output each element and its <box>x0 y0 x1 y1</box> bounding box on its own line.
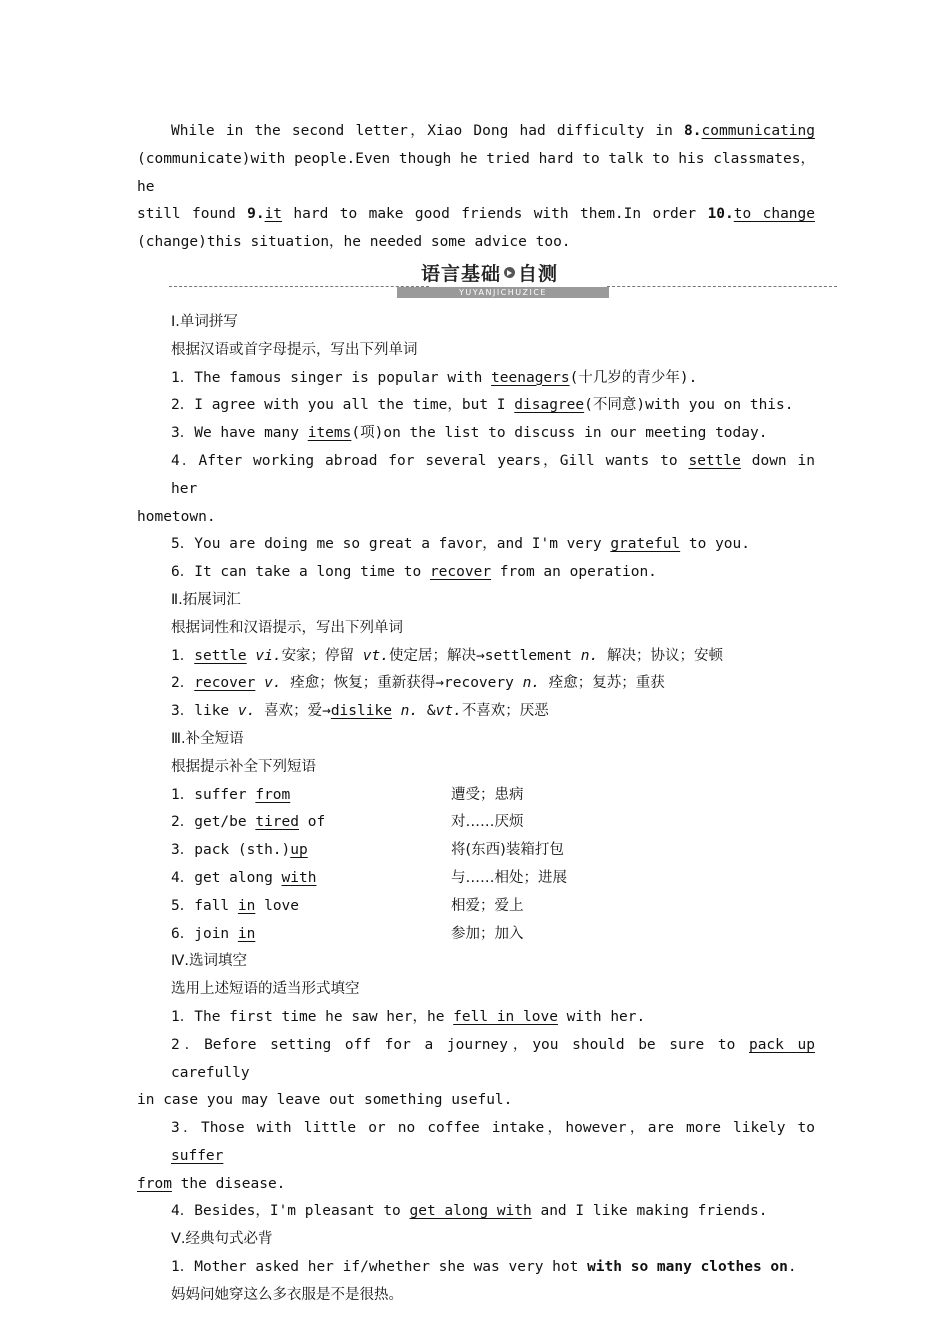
phrase-row <box>137 921 815 949</box>
question <box>137 1032 815 1088</box>
phrase <box>171 782 451 810</box>
banner-title <box>421 259 558 286</box>
text: 安家；停留 <box>281 647 363 664</box>
text: hard to make good friends with them.In order <box>282 206 708 223</box>
text: 痊愈；恢复；重新获得→recovery <box>281 675 523 692</box>
arrow-icon <box>504 267 515 278</box>
text: 4．Besides，I'm pleasant to <box>171 1203 410 1220</box>
question-continued <box>137 1171 815 1199</box>
question <box>137 670 815 698</box>
pos: n. <box>522 675 541 692</box>
text: carefully <box>171 1064 250 1081</box>
text: down in her <box>171 452 815 497</box>
pos: n. <box>580 647 599 664</box>
text: 2．I agree with you all the time，but I <box>171 397 515 414</box>
pos: n. <box>400 703 419 720</box>
section-instruction: 根据词性和汉语提示，写出下列单词 <box>171 619 403 636</box>
phrase <box>171 865 451 893</box>
intro-line-1 <box>137 118 815 146</box>
phrase <box>171 921 451 949</box>
answer: settle <box>194 647 247 664</box>
text: 1．The famous singer is popular with <box>171 369 492 386</box>
pos: v. <box>237 703 256 720</box>
divider <box>169 286 429 287</box>
question <box>137 420 815 448</box>
section-heading: Ⅳ.选词填空 <box>171 953 247 970</box>
question-continued: in case you may leave out something useful. <box>137 1092 513 1109</box>
banner-title-a: 语言基础 <box>421 262 502 285</box>
text: (项)on the list to discuss in our meeting today. <box>351 425 768 442</box>
answer: recover <box>194 675 256 692</box>
meaning: 与……相处；进展 <box>451 869 567 886</box>
answer: with <box>281 869 317 886</box>
text: from an operation. <box>491 564 657 581</box>
intro-line-2: (communicate)with people.Even though he tried hard to talk to his classmates，he <box>137 150 815 195</box>
answer: in <box>237 897 256 914</box>
text: 不喜欢；厌恶 <box>461 703 549 720</box>
meaning: 遭受；患病 <box>451 786 524 803</box>
text: of <box>299 814 326 831</box>
answer: disagree <box>514 397 585 414</box>
section-heading: Ⅴ.经典句式必背 <box>171 1231 273 1248</box>
sentence <box>137 1254 815 1282</box>
section-instruction: 选用上述短语的适当形式填空 <box>171 981 360 998</box>
answer: items <box>307 425 352 442</box>
question <box>137 448 815 504</box>
answer: recover <box>429 564 492 581</box>
phrase-row <box>137 837 815 865</box>
sentence-translation: 妈妈问她穿这么多衣服是不是很热。 <box>171 1286 403 1303</box>
banner-subtitle: YUYANJICHUZICE <box>397 287 609 298</box>
pos: vt. <box>435 703 462 720</box>
text: 1．suffer <box>171 786 256 803</box>
question <box>137 698 815 726</box>
answer: get along with <box>409 1203 532 1220</box>
text: 3．We have many <box>171 425 308 442</box>
section-banner <box>135 259 839 303</box>
text: 2． <box>171 675 195 692</box>
question <box>137 1198 815 1226</box>
answer: grateful <box>610 536 681 553</box>
text: 2．get/be <box>171 814 256 831</box>
meaning: 参加；加入 <box>451 925 524 942</box>
answer: communicating <box>701 123 815 139</box>
answer: settle <box>688 452 741 469</box>
text: While in the second letter，Xiao Dong had difficulty in <box>171 123 685 139</box>
text: 喜欢；爱→ <box>255 703 331 720</box>
answer: in <box>237 925 256 942</box>
text: & <box>418 703 436 720</box>
banner-title-b: 自测 <box>518 262 559 285</box>
answer: to change <box>733 206 815 223</box>
section-heading: Ⅲ.补全短语 <box>171 730 244 747</box>
section-instruction: 根据提示补全下列短语 <box>171 758 316 775</box>
question <box>137 559 815 587</box>
question <box>137 643 815 671</box>
meaning: 相爱；爱上 <box>451 897 524 914</box>
answer: from <box>137 1175 172 1192</box>
answer: up <box>290 842 308 859</box>
text: love <box>255 897 300 914</box>
phrase <box>171 837 451 865</box>
phrase-list <box>137 782 815 949</box>
text: with her. <box>557 1008 646 1025</box>
text: 1．Mother asked her if/whether she was very hot <box>171 1259 588 1276</box>
phrase-row <box>137 809 815 837</box>
text: 1． <box>171 647 195 664</box>
text: still found <box>137 206 248 223</box>
section-instruction: 根据汉语或首字母提示，写出下列单词 <box>171 341 418 358</box>
phrase-row <box>137 893 815 921</box>
blank-number: 10. <box>707 206 734 223</box>
section-heading: Ⅰ.单词拼写 <box>171 313 238 330</box>
answer: fell in love <box>453 1008 558 1025</box>
text: 3．Those with little or no coffee intake，however，are more likely to <box>171 1120 815 1137</box>
answer: pack up <box>748 1036 815 1053</box>
text: 3．like <box>171 703 238 720</box>
answer: suffer <box>171 1147 224 1164</box>
text: 2．Before setting off for a journey，you should be sure to <box>171 1036 749 1053</box>
text: 3．pack (sth.) <box>171 842 291 859</box>
text: 4．After working abroad for several years，Gill wants to <box>171 452 689 469</box>
text: and I like making friends. <box>531 1203 768 1220</box>
answer: it <box>264 206 283 223</box>
text: the disease. <box>171 1175 286 1192</box>
text: 5．fall <box>171 897 238 914</box>
question <box>137 531 815 559</box>
text: 4．get along <box>171 869 282 886</box>
document-page <box>137 118 815 1310</box>
pos: vi. <box>255 647 282 664</box>
answer: dislike <box>330 703 392 720</box>
pos: v. <box>264 675 282 692</box>
text: 解决；协议；安顿 <box>598 647 723 664</box>
text: 使定居；解决→settlement <box>389 647 581 664</box>
text: 6．join <box>171 925 238 942</box>
pos: vt. <box>362 647 389 664</box>
question-continued: hometown. <box>137 508 216 525</box>
text: (不同意)with you on this. <box>584 397 794 414</box>
blank-number: 9. <box>247 206 265 223</box>
phrase-row <box>137 865 815 893</box>
answer: tired <box>255 814 299 831</box>
divider <box>607 286 837 287</box>
question <box>137 1004 815 1032</box>
text: 6．It can take a long time to <box>171 564 430 581</box>
intro-line-3 <box>137 201 815 229</box>
phrase <box>171 893 451 921</box>
section-heading: Ⅱ.拓展词汇 <box>171 591 241 608</box>
question <box>137 1115 815 1171</box>
text: to you. <box>680 536 750 553</box>
question <box>137 392 815 420</box>
question <box>137 365 815 393</box>
key-pattern: with so many clothes on <box>587 1259 788 1276</box>
answer: from <box>255 786 291 803</box>
phrase-row <box>137 782 815 810</box>
answer: teenagers <box>491 369 570 386</box>
text: (十几岁的青少年). <box>569 369 698 386</box>
meaning: 将(东西)装箱打包 <box>451 842 564 859</box>
meaning: 对……厌烦 <box>451 814 524 831</box>
text: 1．The first time he saw her，he <box>171 1008 454 1025</box>
text: 5．You are doing me so great a favor，and I'm very <box>171 536 611 553</box>
phrase <box>171 809 451 837</box>
text: . <box>787 1259 797 1276</box>
blank-number: 8. <box>684 123 702 139</box>
intro-line-4: (change)this situation，he needed some advice too. <box>137 234 571 251</box>
text: 痊愈；复苏；重获 <box>540 675 665 692</box>
